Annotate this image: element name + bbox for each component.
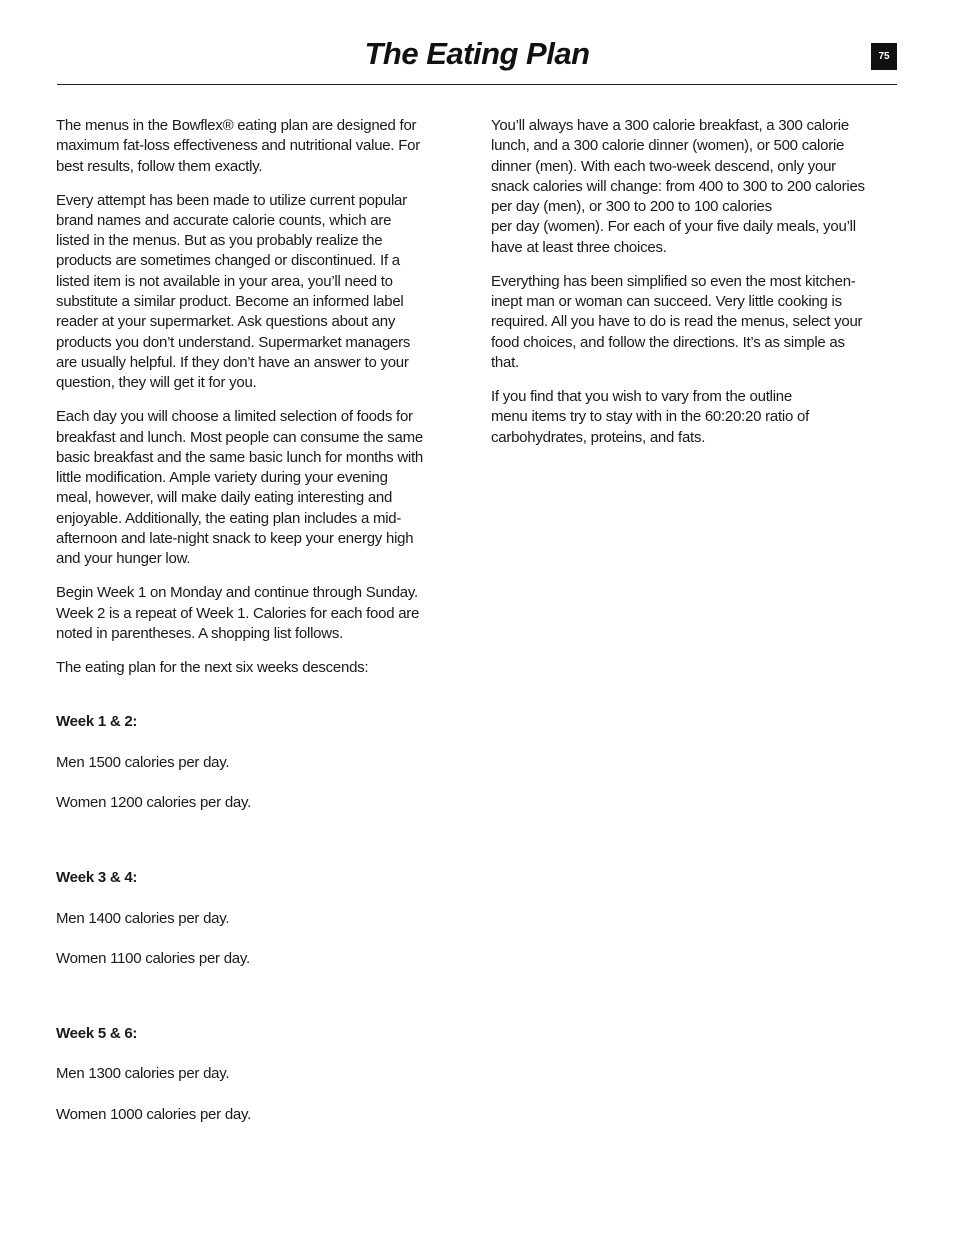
brand-names-paragraph: Every attempt has been made to utilize current popular brand names and accurate calorie counts, which are listed in the menus. But as you probably realize the products are sometimes changed or discontinued. If a listed item is not available in your area, you’ll need to substitute a similar product. Become an informed label reader at your supermarket. Ask questions about any products you don’t understand. Supermarket managers are usually helpful. If they don’t have an answer to your question, they will get it for you. bbox=[56, 191, 411, 392]
men-calories: Men 1400 calories per day. bbox=[56, 909, 230, 927]
meal-calories-paragraph: You’ll always have a 300 calorie breakfast, a 300 calorie lunch, and a 300 calorie dinner (women), or 500 calorie dinner (men). With each two-week descend, only your snack calories will change: from 400 to 300 to 200 calories per day (men), or 300 to 200 to 100 calories per day (women). For each of your five daily meals, you’ll have at least three choices. bbox=[491, 117, 865, 256]
week-block bbox=[56, 1003, 468, 1145]
left-column bbox=[56, 116, 468, 1159]
week-start-paragraph: Begin Week 1 on Monday and continue through Sunday. Week 2 is a repeat of Week 1. Calories for each food are noted in parentheses. A shopping list follows. bbox=[56, 584, 420, 642]
women-calories: Women 1000 calories per day. bbox=[56, 1105, 252, 1123]
descends-paragraph: The eating plan for the next six weeks descends: bbox=[56, 658, 369, 676]
intro-paragraph: The menus in the Bowflex® eating plan are designed for maximum fat-loss effectiveness and nutritional value. For best results, follow them exactly. bbox=[56, 117, 420, 175]
women-calories: Women 1100 calories per day. bbox=[56, 950, 250, 968]
page-number-badge: 75 bbox=[871, 43, 897, 70]
men-calories: Men 1300 calories per day. bbox=[56, 1065, 230, 1083]
week-heading: Week 3 & 4: bbox=[56, 868, 138, 886]
men-calories: Men 1500 calories per day. bbox=[56, 753, 230, 771]
week-block bbox=[56, 692, 468, 834]
page-title: The Eating Plan bbox=[364, 36, 590, 71]
week-heading: Week 1 & 2: bbox=[56, 713, 138, 731]
header-divider bbox=[57, 84, 897, 85]
daily-choices-paragraph: Each day you will choose a limited selection of foods for breakfast and lunch. Most people can consume the same basic breakfast and the same basic lunch for months with little modification. Ample variety during your evening meal, however, will make daily eating interesting and enjoyable. Additionally, the eating plan includes a mid- afternoon and late-night snack to keep your energy high and your hunger low. bbox=[56, 408, 424, 568]
week-heading: Week 5 & 6: bbox=[56, 1024, 138, 1042]
ratio-paragraph: If you find that you wish to vary from the outline menu items try to stay with in the 60:20:20 ratio of carbohydrates, proteins, and fats. bbox=[491, 387, 809, 446]
simplified-paragraph: Everything has been simplified so even the most kitchen- inept man or woman can succeed. Very little cooking is required. All you have to do is read the menus, select your food choices, and follow the directions. It’s as simple as that. bbox=[491, 272, 863, 371]
week-block bbox=[56, 848, 468, 990]
women-calories: Women 1200 calories per day. bbox=[56, 794, 252, 812]
right-column bbox=[491, 116, 903, 462]
